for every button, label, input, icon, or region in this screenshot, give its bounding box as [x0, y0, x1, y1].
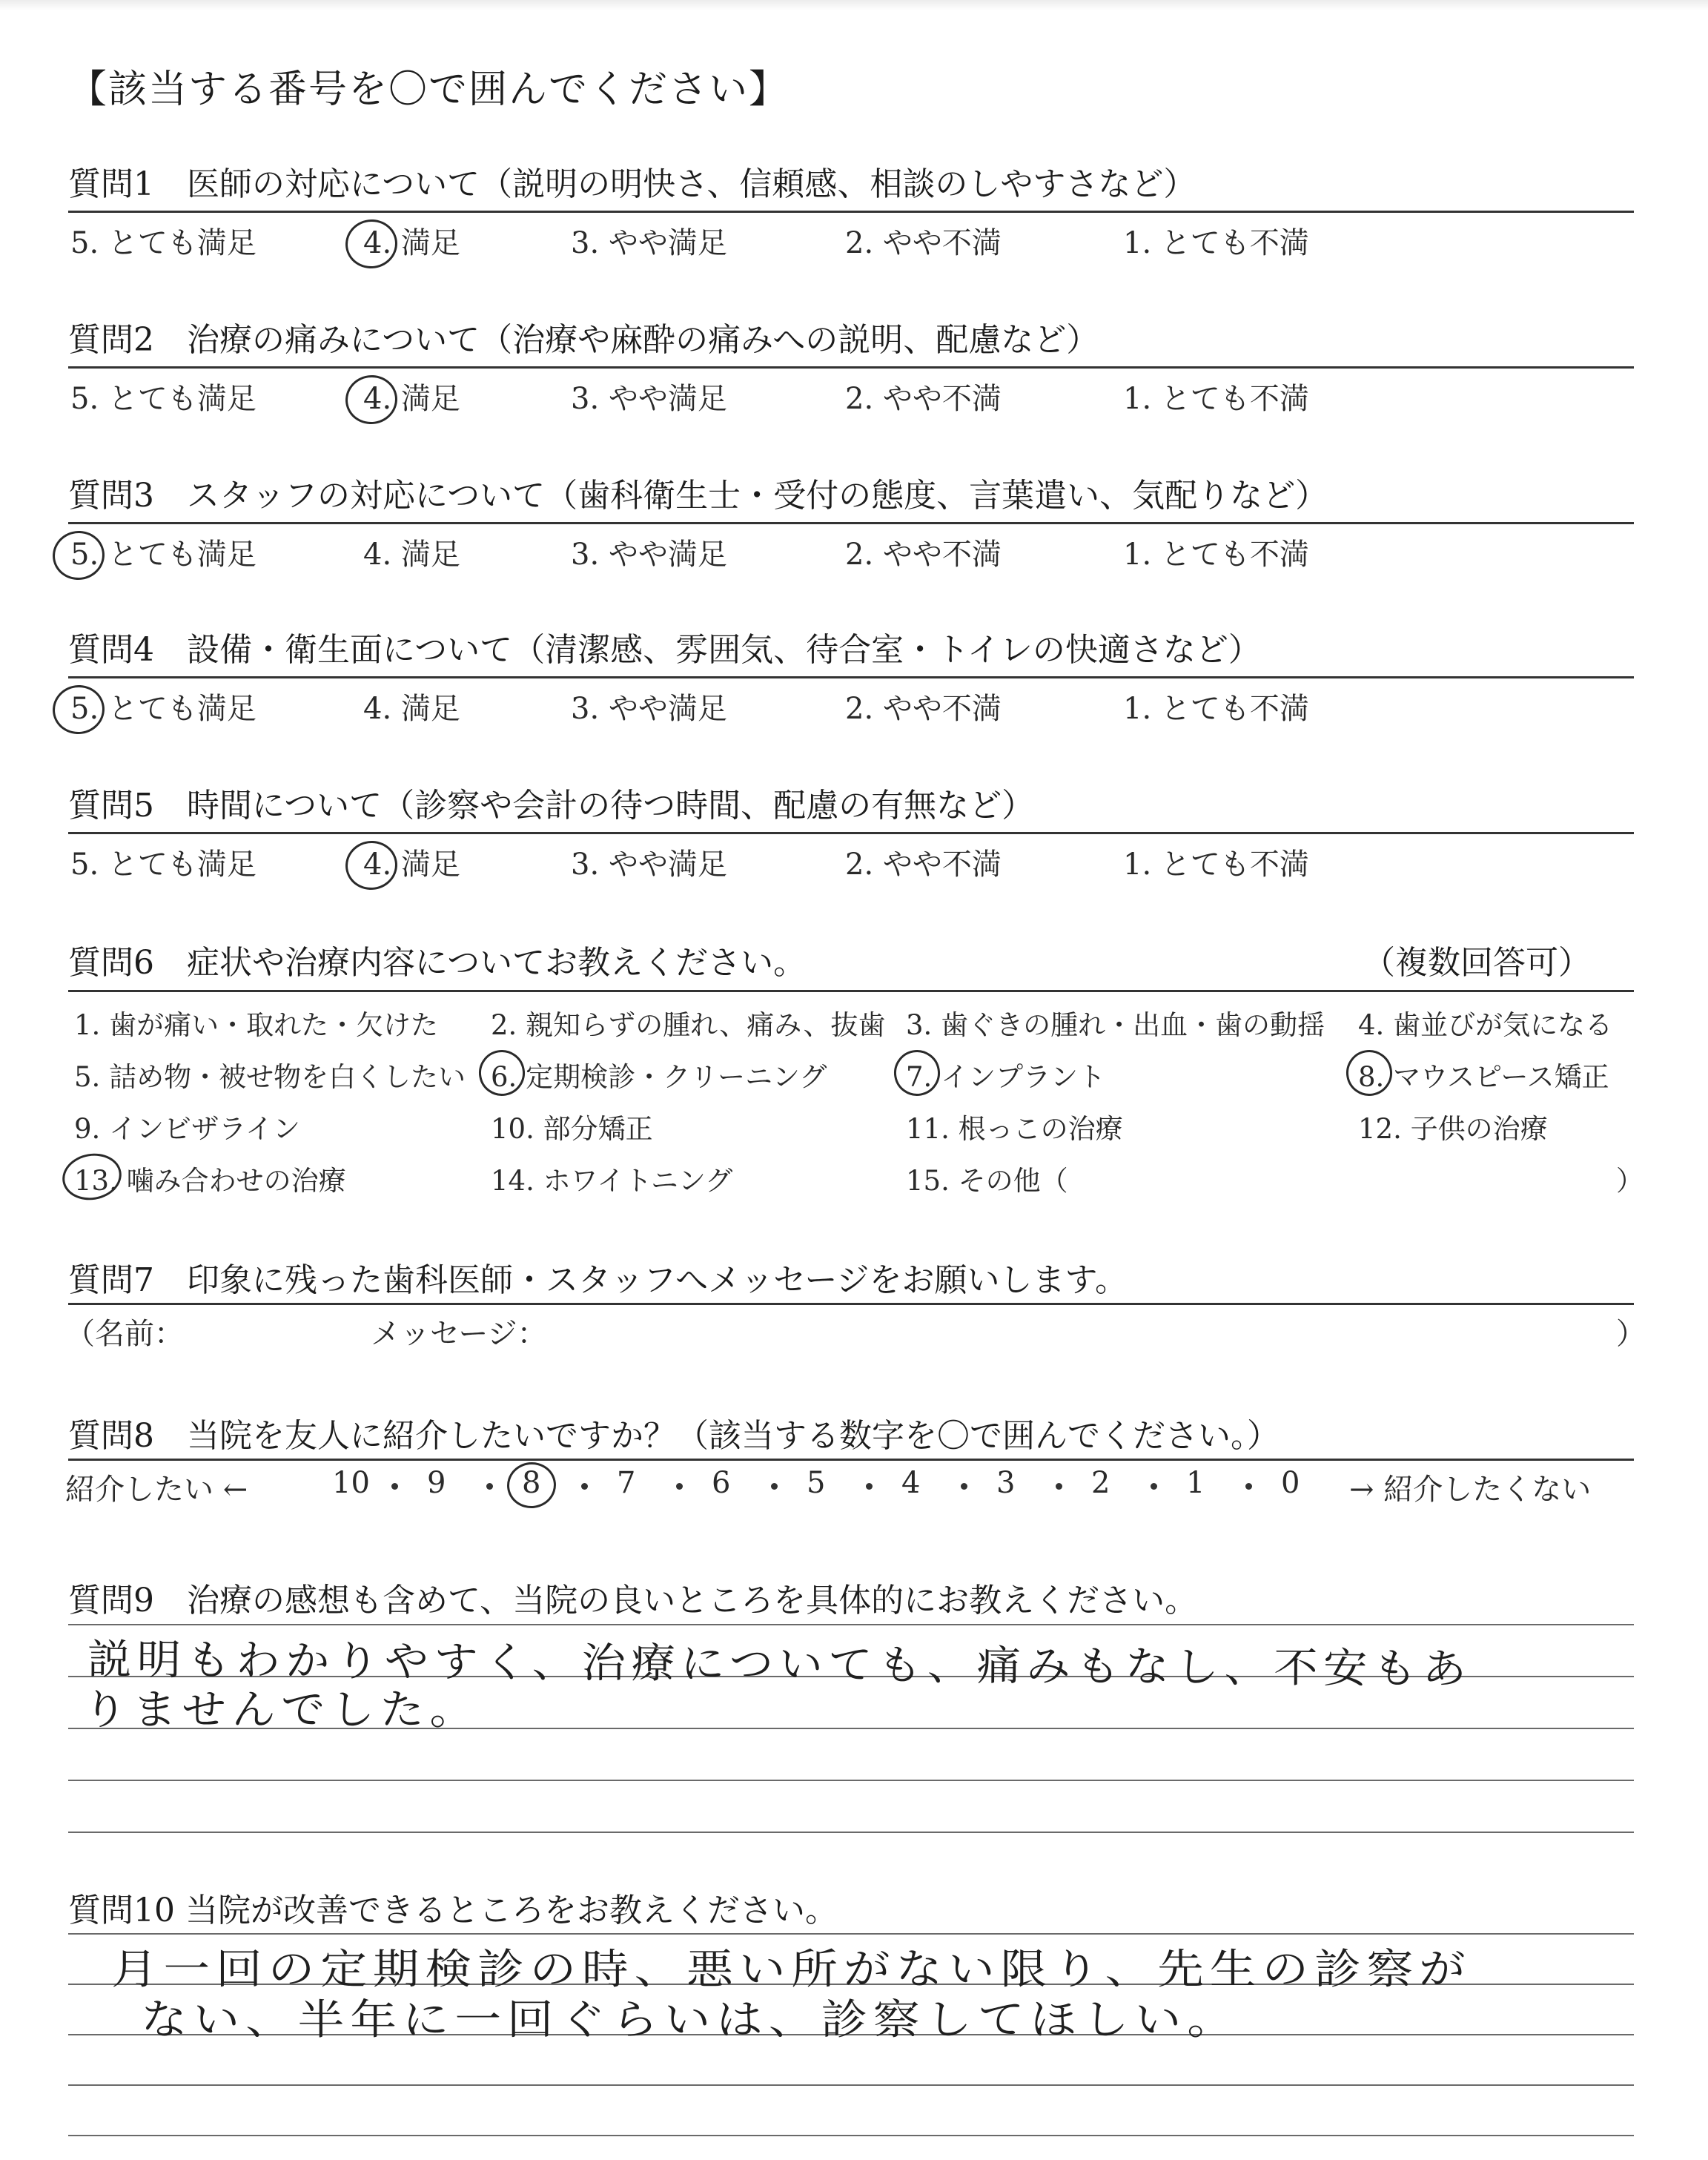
q10-line-4 [68, 2084, 1634, 2086]
q8-scale-4: 4 [901, 1466, 921, 1500]
q4-rule [68, 676, 1634, 678]
q10-title: 質問10 当院が改善できるところをお教えください。 [68, 1892, 838, 1929]
q8-scale-8: 8 [522, 1466, 541, 1500]
q8-scale-7: 7 [617, 1466, 636, 1500]
q1-rule [68, 211, 1634, 213]
instruction-heading: 【該当する番号を〇で囲んでください】 [68, 67, 790, 112]
q8-scale-6: 6 [712, 1466, 731, 1500]
q6-option-15: 15. その他（ [906, 1165, 1068, 1197]
q6-option-8: 8. マウスピース矯正 [1358, 1061, 1609, 1093]
q5-option-5: 5. とても満足 [70, 848, 256, 882]
q8-separator-dot [866, 1483, 873, 1490]
q1-option-3: 3. やや満足 [571, 226, 727, 260]
q8-title: 質問8 当院を友人に紹介したいですか？（該当する数字を〇で囲んでください。） [68, 1417, 1280, 1455]
q8-separator-dot [1056, 1483, 1062, 1490]
q4-option-5: 5. とても満足 [70, 692, 256, 726]
scan-edge [0, 0, 1708, 10]
q6-option-9: 9. インビザライン [74, 1113, 300, 1145]
q6-option-3: 3. 歯ぐきの腫れ・出血・歯の動揺 [906, 1009, 1325, 1041]
q8-scale-1: 1 [1186, 1466, 1205, 1500]
q6-note: （複数回答可） [1363, 944, 1591, 982]
q8-separator-dot [391, 1483, 398, 1490]
q8-scale-0: 0 [1281, 1466, 1300, 1500]
q5-title: 質問5 時間について（診察や会計の待つ時間、配慮の有無など） [68, 787, 1035, 825]
q3-option-4: 4. 満足 [363, 538, 460, 572]
q8-separator-dot [961, 1483, 967, 1490]
q3-option-2: 2. やや不満 [845, 538, 1002, 572]
q8-scale-3: 3 [996, 1466, 1016, 1500]
q7-name-label: （名前： [65, 1317, 184, 1351]
q3-option-5: 5. とても満足 [70, 538, 256, 572]
q6-option-1: 1. 歯が痛い・取れた・欠けた [74, 1009, 439, 1041]
q4-option-4: 4. 満足 [363, 692, 460, 726]
q6-option-2: 2. 親知らずの腫れ、痛み、抜歯 [491, 1009, 886, 1041]
q9-line-1 [68, 1624, 1634, 1625]
q2-rule [68, 366, 1634, 369]
q8-answer-circle [505, 1460, 558, 1511]
q2-option-3: 3. やや満足 [571, 382, 727, 416]
q5-option-4: 4. 満足 [363, 848, 460, 882]
q6-option-6: 6. 定期検診・クリーニング [491, 1061, 827, 1093]
q2-option-5: 5. とても満足 [70, 382, 256, 416]
q8-right-label: → 紹介したくない [1349, 1473, 1592, 1507]
q8-scale-10: 10 [332, 1466, 370, 1500]
q6-option-5: 5. 詰め物・被せ物を白くしたい [74, 1061, 466, 1093]
q1-option-4: 4. 満足 [363, 226, 460, 260]
q8-separator-dot [676, 1483, 683, 1490]
q6-option-16: ） [1616, 1165, 1644, 1197]
q2-option-2: 2. やや不満 [845, 382, 1002, 416]
q10-answer-line-1: 月一回の定期検診の時、悪い所がない限り、先生の診察が [111, 1946, 1472, 1994]
q6-option-4: 4. 歯並びが気になる [1358, 1009, 1613, 1041]
q8-separator-dot [771, 1483, 778, 1490]
q1-option-1: 1. とても不満 [1123, 226, 1309, 260]
q5-option-3: 3. やや満足 [571, 848, 727, 882]
q8-separator-dot [581, 1483, 588, 1490]
q7-rule [68, 1303, 1634, 1305]
q4-option-1: 1. とても不満 [1123, 692, 1309, 726]
q8-scale-5: 5 [807, 1466, 826, 1500]
q5-rule [68, 832, 1634, 834]
q10-line-1 [68, 1933, 1634, 1935]
q5-option-1: 1. とても不満 [1123, 848, 1309, 882]
q8-separator-dot [1151, 1483, 1157, 1490]
q7-title: 質問7 印象に残った歯科医師・スタッフへメッセージをお願いします。 [68, 1261, 1128, 1299]
q3-title: 質問3 スタッフの対応について（歯科衛生士・受付の態度、言葉遣い、気配りなど） [68, 477, 1328, 515]
q2-title: 質問2 治療の痛みについて（治療や麻酔の痛みへの説明、配慮など） [68, 321, 1099, 359]
q2-option-1: 1. とても不満 [1123, 382, 1309, 416]
q6-title: 質問6 症状や治療内容についてお教えください。 [68, 944, 807, 982]
q9-answer-line-1: 説明もわかりやすく、治療についても、痛みもなし、不安もあ [87, 1636, 1472, 1694]
q1-option-2: 2. やや不満 [845, 226, 1002, 260]
q1-option-5: 5. とても満足 [70, 226, 256, 260]
q4-option-3: 3. やや満足 [571, 692, 727, 726]
q7-message-label: メッセージ： [371, 1317, 547, 1351]
q9-line-5 [68, 1832, 1634, 1833]
q10-answer-line-2: ない、半年に一回ぐらいは、診察してほしい。 [141, 1996, 1239, 2044]
q8-scale-9: 9 [427, 1466, 446, 1500]
q7-close: ） [1616, 1317, 1646, 1351]
q3-option-1: 1. とても不満 [1123, 538, 1309, 572]
q6-option-13: 13. 噛み合わせの治療 [74, 1165, 346, 1197]
q1-title: 質問1 医師の対応について（説明の明快さ、信頼感、相談のしやすさなど） [68, 165, 1196, 203]
q8-separator-dot [486, 1483, 493, 1490]
q6-option-11: 11. 根っこの治療 [906, 1113, 1123, 1145]
q10-line-5 [68, 2135, 1634, 2136]
q9-answer-line-2: りませんでした。 [83, 1686, 480, 1734]
q4-option-2: 2. やや不満 [845, 692, 1002, 726]
q6-option-10: 10. 部分矯正 [491, 1113, 653, 1145]
q5-option-2: 2. やや不満 [845, 848, 1002, 882]
q6-option-14: 14. ホワイトニング [491, 1165, 733, 1197]
q2-option-4: 4. 満足 [363, 382, 460, 416]
q4-title: 質問4 設備・衛生面について（清潔感、雰囲気、待合室・トイレの快適さなど） [68, 631, 1261, 669]
q6-option-12: 12. 子供の治療 [1358, 1113, 1548, 1145]
q8-left-label: 紹介したい ← [65, 1473, 248, 1507]
q8-scale-2: 2 [1091, 1466, 1110, 1500]
q6-option-7: 7. インプラント [906, 1061, 1106, 1093]
q8-rule [68, 1459, 1634, 1461]
q9-line-4 [68, 1780, 1634, 1781]
q9-title: 質問9 治療の感想も含めて、当院の良いところを具体的にお教えください。 [68, 1582, 1198, 1619]
q3-rule [68, 522, 1634, 524]
q3-option-3: 3. やや満足 [571, 538, 727, 572]
q8-separator-dot [1245, 1483, 1252, 1490]
q6-rule [68, 990, 1634, 992]
